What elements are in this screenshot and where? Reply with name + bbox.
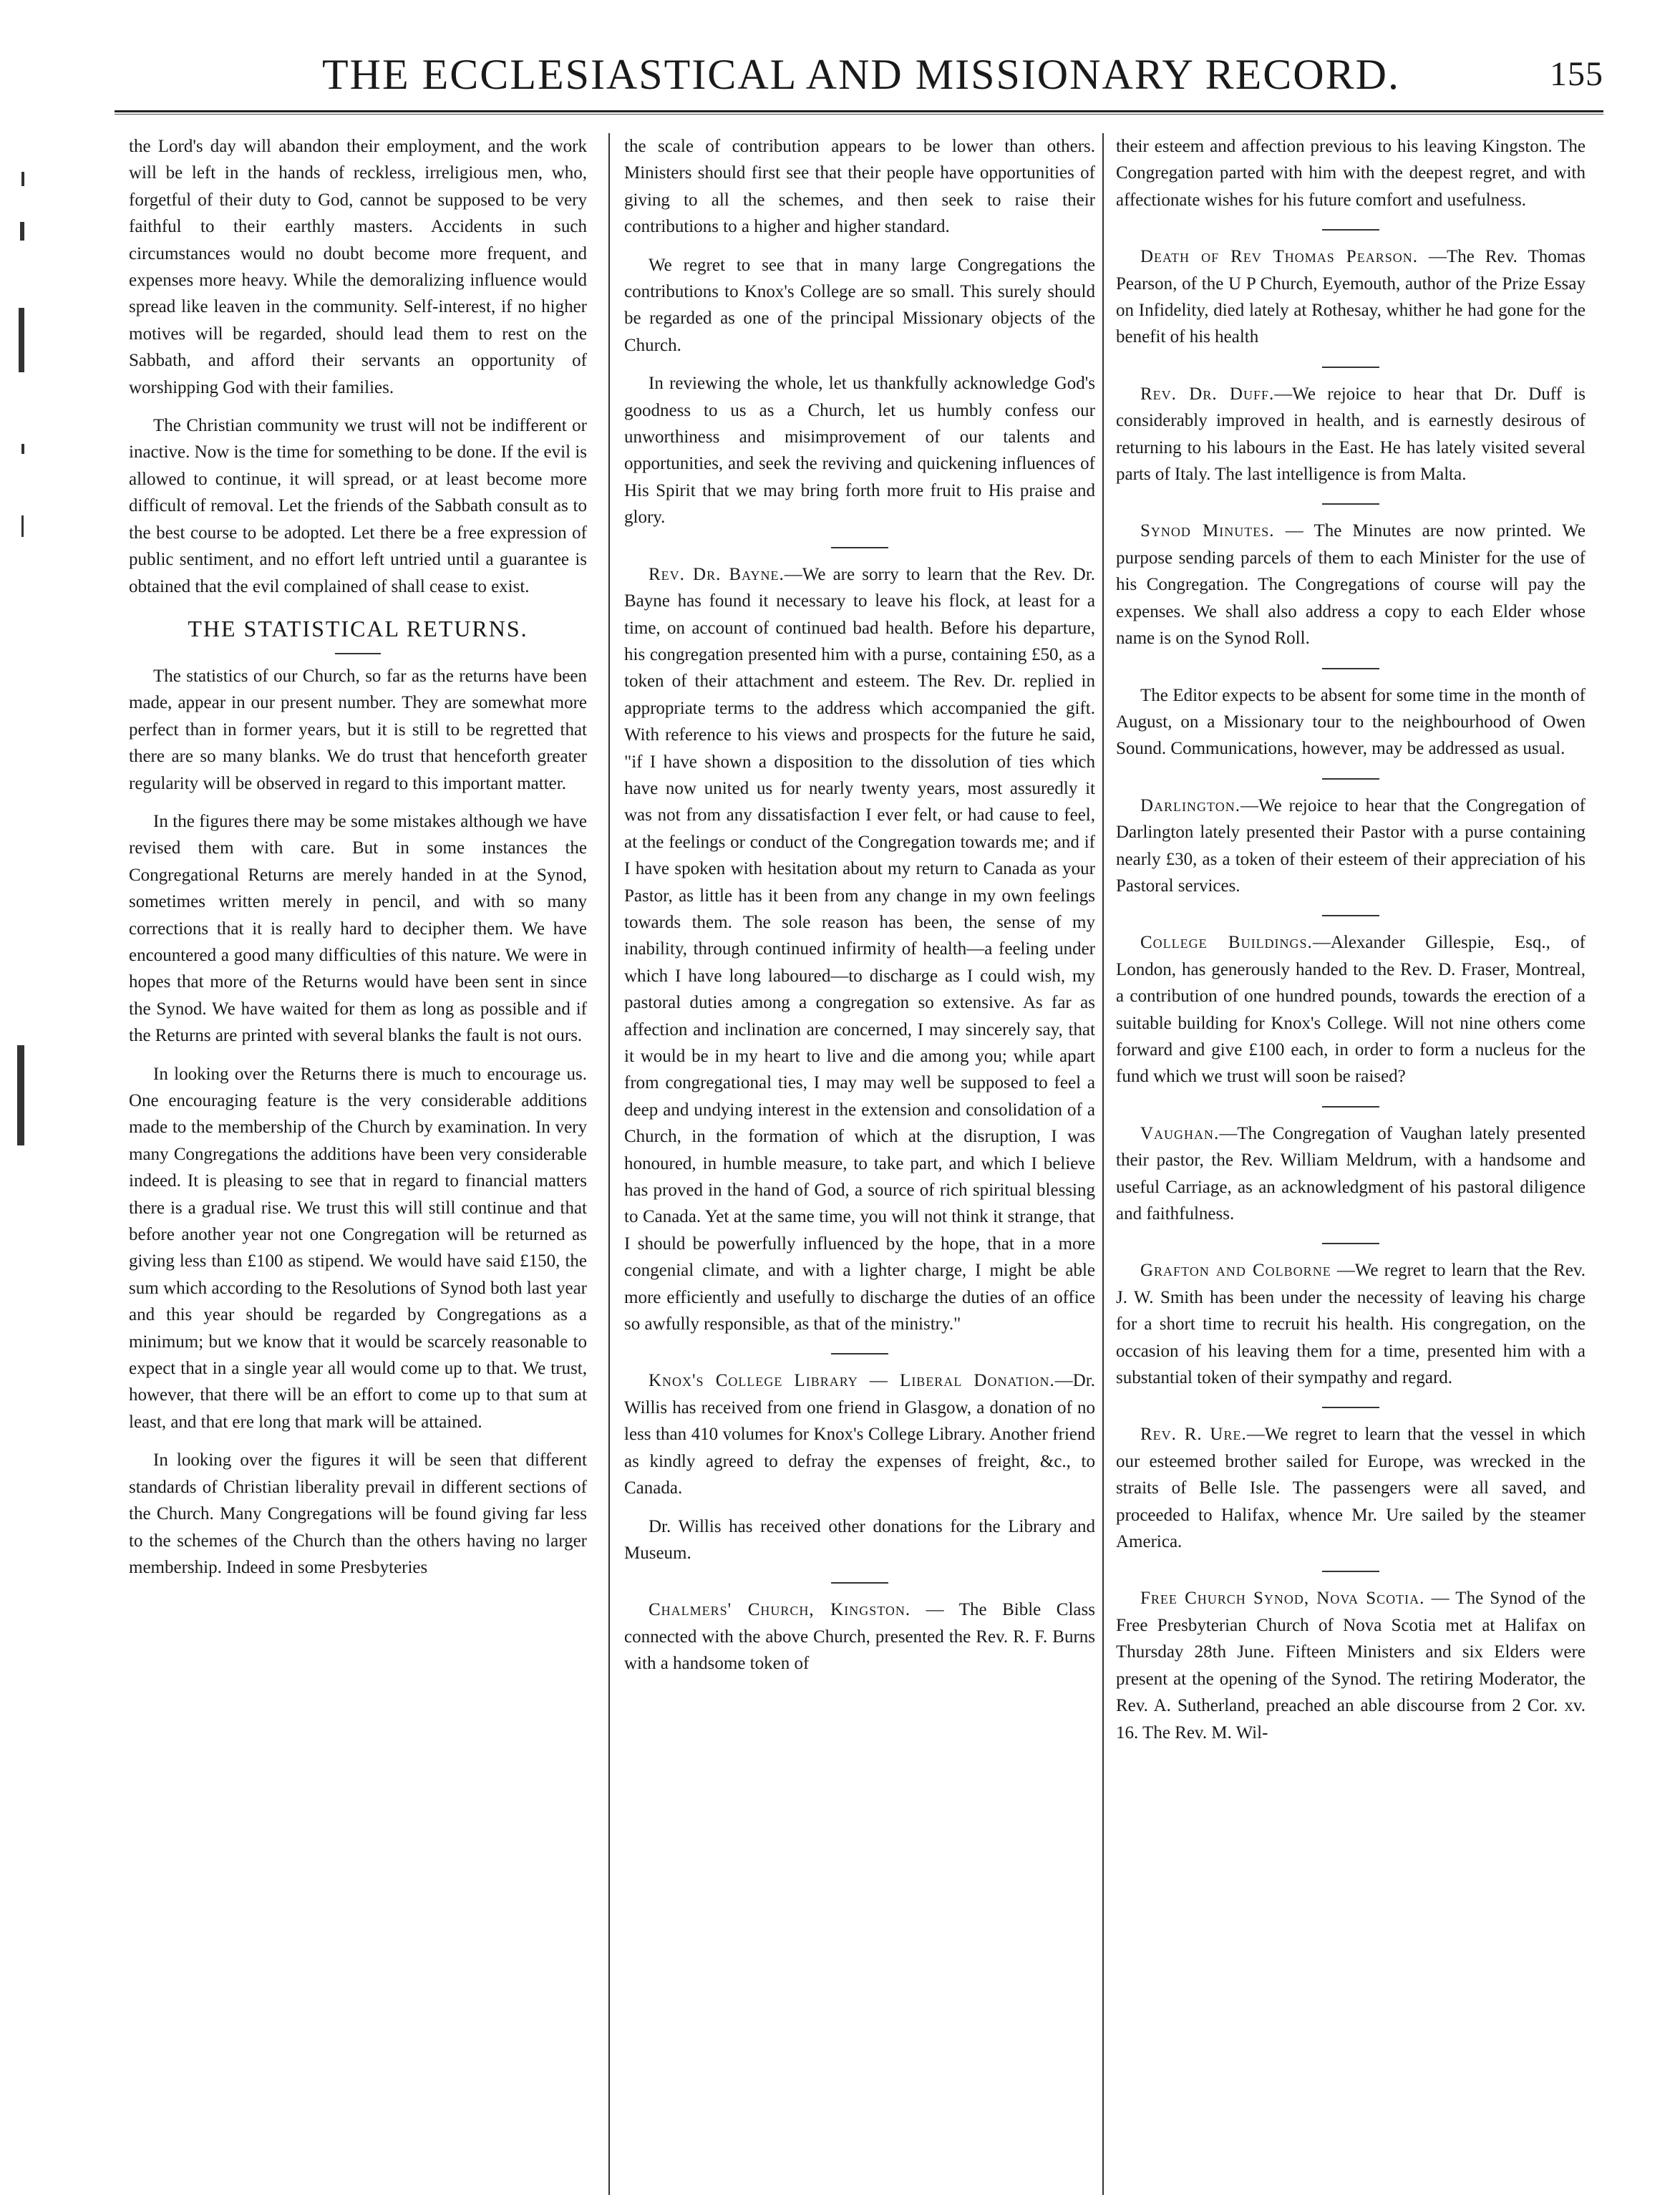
article-grafton	[1116, 1257, 1586, 1391]
article-separator	[831, 1582, 888, 1584]
paragraph: The statistics of our Church, so far as the returns have been made, appear in our present number. They are somewhat more perfect than in former years, but it is still to be regretted that there are so many blanks. We do trust that henceforth greater regularity will be observed in regard to this important matter.	[129, 666, 587, 793]
column-1	[129, 133, 587, 1581]
article-knox-library	[624, 1367, 1095, 1501]
article-ure	[1116, 1421, 1586, 1555]
article-separator	[1322, 1407, 1379, 1408]
article-separator	[1322, 229, 1379, 231]
article-heading: Rev. R. Ure.	[1140, 1425, 1247, 1445]
article-separator	[1322, 1243, 1379, 1244]
article-vaughan	[1116, 1120, 1586, 1228]
article-duff	[1116, 381, 1586, 488]
article-text: — The Synod of the Free Presbyterian Church of Nova Scotia met at Halifax on Thursday 28th June. Fifteen Ministers and six Elders were present at the opening of the Synod. The retiring Moderator, the Rev. A. Sutherland, preached an able discourse from 2 Cor. xv. 16. The Rev. M. Wil-	[1116, 1589, 1586, 1743]
article-heading: Chalmers' Church, Kingston.	[649, 1600, 911, 1620]
paragraph: their esteem and affection previous to his leaving Kingston. The Congregation parted with him with the deepest regret, and with affectionate wishes for his future comfort and usefulness.	[1116, 137, 1586, 210]
article-separator	[831, 547, 888, 548]
article-text: — The Minutes are now printed. We purpose sending parcels of them to each Minister for the use of his Congregation. The Congregations of course will pay the expenses. We shall also address a copy to each Elder whose name is on the Synod Roll.	[1116, 521, 1586, 649]
article-separator	[1322, 503, 1379, 505]
article-text: —The Congregation of Vaughan lately presented their pastor, the Rev. William Meldrum, with a handsome and useful Carriage, as an acknowledgment of his pastoral diligence and faithfulness.	[1116, 1123, 1586, 1223]
article-separator	[831, 1353, 888, 1354]
margin-marks	[9, 143, 37, 1145]
heading-rule	[335, 653, 381, 654]
paragraph: In looking over the figures it will be seen that different standards of Christian liberality prevail in different sections of the Church. Many Congregations will be found giving far less to the schemes of the Church than the others having no larger membership. Indeed in some Presbyteries	[129, 1450, 587, 1577]
article-chalmers	[624, 1596, 1095, 1677]
column-3	[1116, 133, 1586, 1746]
article-separator	[1322, 1571, 1379, 1572]
article-separator	[1322, 915, 1379, 916]
paragraph: The Editor expects to be absent for some time in the month of August, on a Missionary tour to the neighbourhood of Owen Sound. Communications, however, may be addressed as usual.	[1116, 685, 1586, 759]
article-bayne	[624, 561, 1095, 1338]
paragraph: In reviewing the whole, let us thankfully acknowledge God's goodness to us as a Church, let us humbly confess our unworthiness and misimprovement of our talents and opportunities, and seek the reviving and quickening influences of His Spirit that we may bring forth more fruit to His praise and glory.	[624, 374, 1095, 528]
column-2	[624, 133, 1095, 1677]
article-heading: Knox's College Library — Liberal Donation.	[649, 1371, 1055, 1391]
journal-title: THE ECCLESIASTICAL AND MISSIONARY RECORD.	[322, 51, 1400, 98]
column-divider	[1102, 133, 1104, 2195]
article-pearson	[1116, 243, 1586, 351]
article-college-buildings	[1116, 929, 1586, 1090]
paragraph: In the figures there may be some mistakes although we have revised them with care. But in some instances the Congregational Returns are merely handed in at the Synod, sometimes written merely in pencil, and with so many corrections that it is really hard to decipher them. We have encountered a good many difficulties of this nature. We were in hopes that more of the Returns would have been sent in since the Synod. We have waited for them as long as possible and if the Returns are printed with several blanks the fault is not ours.	[129, 811, 587, 1046]
paragraph: In looking over the Returns there is much to encourage us. One encouraging feature is the very considerable additions made to the membership of the Church by examination. In very many Congregations the additions have been very considerable indeed. It is pleasing to see that in regard to financial matters there is a gradual rise. We trust this will still continue and that before another year not one Congregation will be returned as giving less than £100 as stipend. We would have said £150, the sum which according to the Resolutions of Synod both last year and this year should be regarded by Congregations as a minimum; but we know that it would be scarcely reasonable to expect that in a single year all would come up to that. We trust, however, that there will be an effort to come up to that sum at least, and that ere long that mark will be attained.	[129, 1064, 587, 1432]
article-heading: Rev. Dr. Bayne.	[649, 564, 785, 584]
column-divider	[608, 133, 610, 2195]
header-rule	[115, 110, 1603, 115]
paragraph: We regret to see that in many large Congregations the contributions to Knox's College are so small. This surely should be regarded as one of the principal Missionary objects of the Church.	[624, 255, 1095, 355]
article-separator	[1322, 1106, 1379, 1108]
article-text: —We rejoice to hear that Dr. Duff is considerably improved in health, and is earnestly desirous of returning to his labours in the East. He has lately visited several parts of Italy. The last intelligence is from Malta.	[1116, 384, 1586, 485]
article-free-church-synod	[1116, 1585, 1586, 1745]
article-heading: Rev. Dr. Duff.	[1140, 384, 1275, 404]
page-header	[107, 50, 1603, 109]
paragraph: the Lord's day will abandon their employment, and the work will be left in the hands of reckless, irreligious men, who, forgetful of their duty to God, cannot be supposed to be very faithful to their earthly masters. Accidents in such circumstances would no doubt become more frequent, and expenses more heavy. While the demoralizing influence would spread like leaven in the community. Self-interest, if no higher motives will be regarded, should lead them to rest on the Sabbath, and afford their servants an opportunity of worshipping God with their families.	[129, 137, 587, 397]
article-heading: Synod Minutes.	[1140, 521, 1275, 541]
paragraph: Dr. Willis has received other donations for the Library and Museum.	[624, 1516, 1095, 1563]
article-text: —Alexander Gillespie, Esq., of London, has generously handed to the Rev. D. Fraser, Montreal, a contribution of one hundred pounds, towards the erection of a suitable building for Knox's College. Will not nine others come forward and give £100 each, in order to form a nucleus for the fund which we trust will soon be raised?	[1116, 933, 1586, 1087]
page-number: 155	[1550, 55, 1603, 93]
paragraph: the scale of contribution appears to be lower than others. Ministers should first see that their people have opportunities of giving to all the schemes, and then seek to raise their contributions to a higher and higher standard.	[624, 137, 1095, 237]
article-separator	[1322, 668, 1379, 669]
article-heading: Vaughan.	[1140, 1123, 1220, 1143]
article-heading: Grafton and Colborne	[1140, 1261, 1331, 1281]
article-text: —We regret to learn that the Rev. J. W. Smith has been under the necessity of leaving his charge for a short time to recruit his health. His congregation, on the occasion of his leaving them for a time, presented him with a substantial token of their sympathy and regard.	[1116, 1261, 1586, 1388]
article-darlington	[1116, 793, 1586, 900]
article-text: —We rejoice to hear that the Congregation of Darlington lately presented their Pastor with a purse containing nearly £30, as a token of their esteem of their appreciation of his Pastoral services.	[1116, 795, 1586, 896]
article-separator	[1322, 778, 1379, 780]
article-separator	[1322, 367, 1379, 368]
article-heading: Death of Rev Thomas Pearson.	[1140, 247, 1418, 267]
article-heading: Free Church Synod, Nova Scotia.	[1140, 1589, 1425, 1609]
article-heading: College Buildings.	[1140, 933, 1313, 953]
article-text: —We regret to learn that the vessel in which our esteemed brother sailed for Europe, was wrecked in the straits of Belle Isle. The passengers were all saved, and proceeded to Halifax, whence Mr. Ure sailed by the steamer America.	[1116, 1425, 1586, 1552]
article-text: —Dr. Willis has received from one friend in Glasgow, a donation of no less than 410 volumes for Knox's College Library. Another friend as kindly agreed to defray the expenses of freight, &c., to Canada.	[624, 1371, 1095, 1498]
article-heading: Darlington.	[1140, 795, 1240, 815]
paragraph: The Christian community we trust will not be indifferent or inactive. Now is the time for something to be done. If the evil is allowed to continue, it will spread, or at least become more difficult of removal. Let the friends of the Sabbath consult as to the best course to be adopted. Let there be a free expression of public sentiment, and no effort left untried until a guarantee is obtained that the evil complained of shall cease to exist.	[129, 416, 587, 596]
section-heading: THE STATISTICAL RETURNS.	[188, 615, 528, 641]
article-text: — The Bible Class connected with the above Church, presented the Rev. R. F. Burns with a handsome token of	[624, 1600, 1095, 1674]
article-text: —The Rev. Thomas Pearson, of the U P Church, Eyemouth, author of the Prize Essay on Infidelity, died lately at Rothesay, whither he had gone for the benefit of his health	[1116, 247, 1586, 347]
article-text: —We are sorry to learn that the Rev. Dr. Bayne has found it necessary to leave his flock, at least for a time, on account of continued bad health. Before his departure, his congregation presented him with a purse, containing £50, as a token of their attachment and esteem. The Rev. Dr. replied in appropriate terms to the address which accompanied the gift. With reference to his views and prospects for the future he said, "if I have shown a disposition to the dissolution of ties which have now united us for nearly twenty years, most assuredly it was not from any dissatisfaction I ever felt, or had cause to feel, at the feelings or conduct of the Congregation towards me; and if I have spoken with hesitation about my return to Canada as your Pastor, as little has it been from any change in my own feelings towards them. The sole reason has been, the sense of my inability, through continued infirmity of health—a feeling under which I have long laboured—to discharge as I could wish, my pastoral duties among a congregation so extensive. As far as affection and inclination are concerned, I may sincerely say, that it would be in my heart to live and die among you; while apart from congregational ties, I may may well be supposed to feel a deep and undying interest in the extension and consolidation of a Church, in the formation of which at the disruption, I was honoured, in humble measure, to take part, and which I believe has proved in the hand of God, a source of rich spiritual blessing to Canada. Yet at the same time, you will not think it strange, that I should be powerfully influenced by the hope, that in a more congenial climate, and with a lighter charge, I might be able more efficiently and usefully to discharge the duties of an office so awfully responsible, as that of the ministry."	[624, 564, 1095, 1334]
article-synod-minutes	[1116, 518, 1586, 651]
